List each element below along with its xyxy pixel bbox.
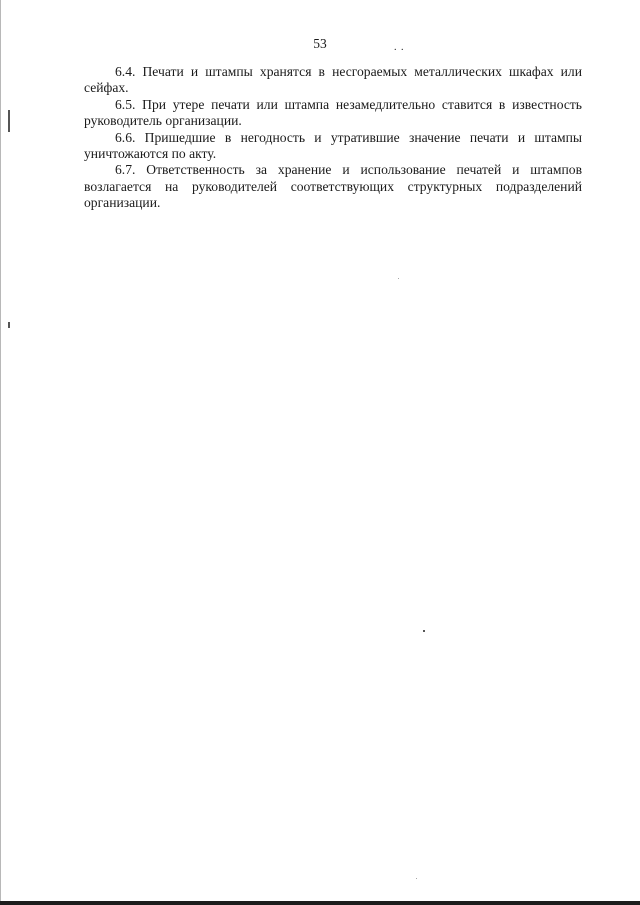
paragraph-6-5: 6.5. При утере печати или штампа незамедлительно ставится в известность руководитель организации. [84,96,582,129]
scan-speck [416,878,417,879]
document-body [84,64,582,212]
paragraph-6-6: 6.6. Пришедшие в негодность и утратившие значение печати и штампы уничтожаются по акту. [84,129,582,162]
paragraph-6-4: 6.4. Печати и штампы хранятся в несгораемых металлических шкафах или сейфах. [84,64,582,96]
scan-specks-header: . . [394,42,405,53]
paragraph-6-7: 6.7. Ответственность за хранение и использование печатей и штампов возлагается на руководителей соответствующих структурных подразделений организации. [84,162,582,211]
scan-mark [8,322,10,328]
scan-speck [398,278,399,279]
scan-mark [8,110,10,132]
scan-speck [423,630,425,632]
scan-edge-bottom [0,901,640,905]
scan-edge-left [0,0,1,905]
page-number: 53 [313,36,327,51]
